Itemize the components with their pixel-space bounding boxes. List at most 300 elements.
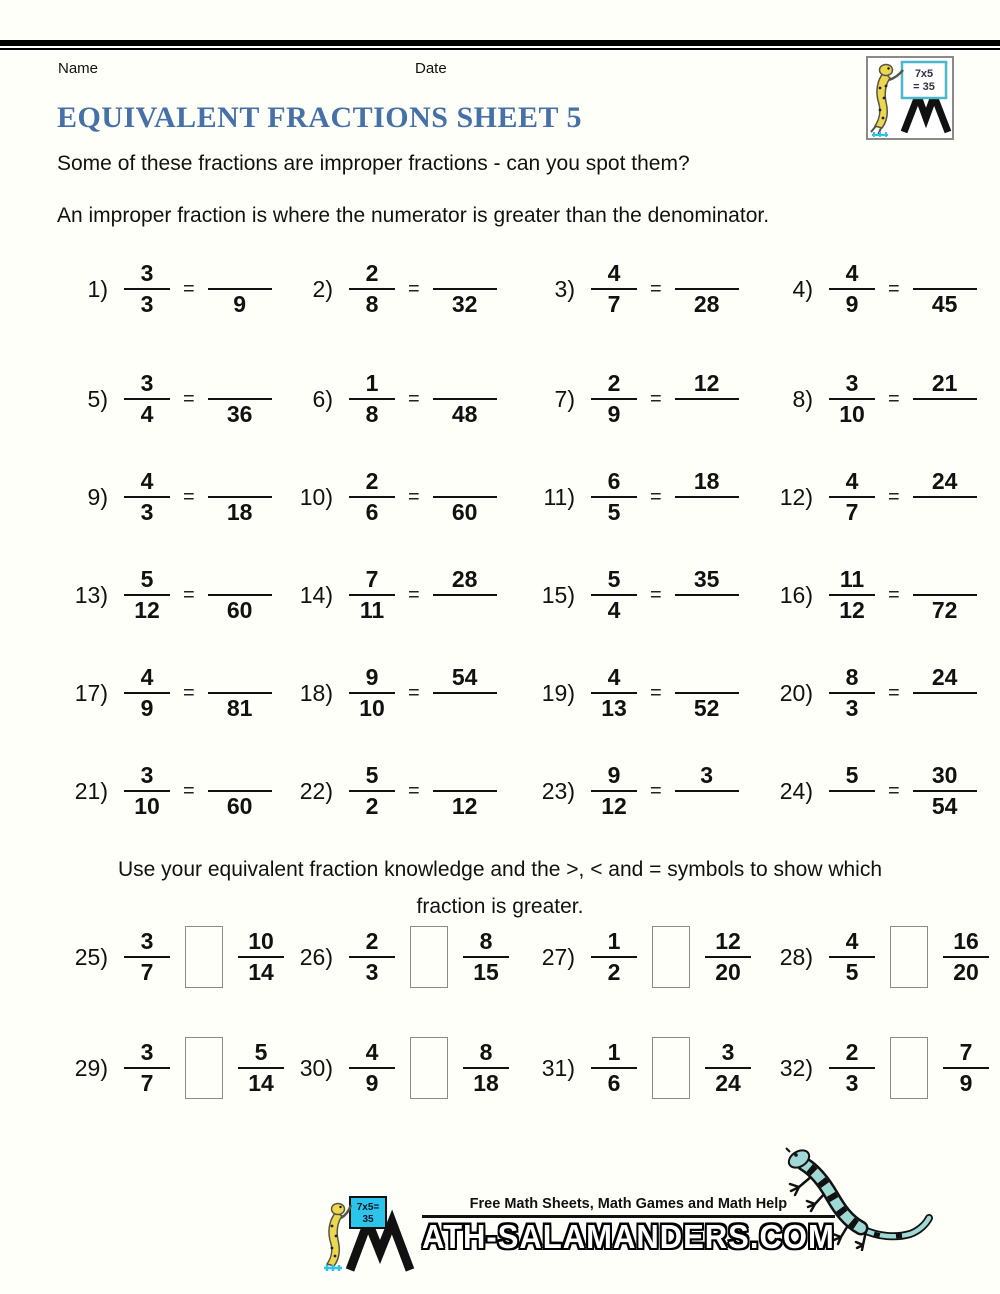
fraction-denominator: 12	[451, 793, 478, 819]
equivalence-problem	[60, 259, 285, 319]
footer-text-block	[422, 1196, 835, 1255]
salamander-teacher-icon	[868, 58, 952, 138]
fraction-numerator	[208, 259, 272, 290]
equivalence-problem	[285, 259, 527, 319]
equals-sign: =	[408, 779, 420, 802]
fraction-numerator: 4	[124, 467, 170, 498]
fraction-denominator: 60	[451, 499, 478, 525]
fraction-numerator: 6	[591, 467, 637, 498]
fraction	[705, 1038, 751, 1098]
fraction	[829, 927, 875, 987]
fraction-numerator: 1	[591, 927, 637, 958]
fraction-numerator: 7	[349, 565, 395, 596]
fraction	[675, 565, 739, 625]
fraction-denominator: 18	[473, 1070, 499, 1096]
problem-number: 2)	[312, 275, 333, 302]
fraction-numerator: 7	[943, 1038, 989, 1069]
fraction	[208, 565, 272, 625]
fraction-numerator	[433, 259, 497, 290]
equals-sign: =	[183, 583, 195, 606]
equivalence-problem	[527, 761, 765, 821]
equals-sign: =	[183, 277, 195, 300]
fraction	[433, 663, 497, 723]
fraction-numerator: 8	[463, 927, 509, 958]
fraction-numerator: 5	[349, 761, 395, 792]
footer-tagline: Free Math Sheets, Math Games and Math Help	[469, 1196, 788, 1212]
fraction-numerator: 4	[829, 259, 875, 290]
equivalence-problem	[285, 467, 527, 527]
fraction-denominator: 45	[931, 291, 958, 317]
fraction-numerator: 5	[238, 1038, 284, 1069]
comparison-answer-box	[652, 926, 690, 988]
fraction	[913, 663, 977, 723]
comparison-row	[0, 907, 1000, 1007]
fraction-denominator: 12	[134, 597, 160, 623]
equals-sign: =	[408, 387, 420, 410]
equals-sign: =	[408, 583, 420, 606]
fraction	[591, 259, 637, 319]
equals-sign: =	[650, 277, 662, 300]
comparison-answer-box	[185, 1037, 223, 1099]
problem-number: 6)	[312, 385, 333, 412]
fraction	[913, 369, 977, 429]
fraction-denominator: 4	[607, 597, 621, 623]
fraction	[208, 259, 272, 319]
fraction	[124, 259, 170, 319]
problem-number: 13)	[74, 581, 108, 608]
fraction-denominator: 60	[226, 597, 253, 623]
fraction-denominator	[684, 792, 730, 821]
fraction	[591, 927, 637, 987]
equivalence-problem	[285, 565, 527, 625]
fraction-denominator	[684, 498, 730, 527]
fraction-denominator: 9	[140, 695, 154, 721]
problem-number: 19)	[541, 679, 575, 706]
fraction-numerator: 10	[238, 927, 284, 958]
fraction	[675, 369, 739, 429]
fraction	[943, 1038, 989, 1098]
equals-sign: =	[888, 779, 900, 802]
fraction-numerator: 4	[591, 663, 637, 694]
fraction-numerator: 28	[433, 565, 497, 596]
fraction-denominator: 3	[365, 959, 379, 985]
fraction	[349, 761, 395, 821]
comparison-problem	[60, 1037, 285, 1099]
equals-sign: =	[888, 277, 900, 300]
fraction-denominator: 5	[845, 959, 859, 985]
equivalence-problem	[527, 259, 765, 319]
fraction	[238, 927, 284, 987]
fraction-denominator: 4	[140, 401, 154, 427]
problem-row	[0, 546, 1000, 644]
fraction	[124, 369, 170, 429]
comparison-answer-box	[652, 1037, 690, 1099]
fraction-numerator: 5	[591, 565, 637, 596]
fraction-numerator	[433, 369, 497, 400]
problem-number: 15)	[541, 581, 575, 608]
fraction-numerator: 4	[829, 467, 875, 498]
problem-number: 17)	[74, 679, 108, 706]
problem-number: 30)	[299, 1054, 333, 1081]
fraction-numerator: 1	[591, 1038, 637, 1069]
fraction-numerator: 12	[675, 369, 739, 400]
problem-number: 18)	[299, 679, 333, 706]
fraction-denominator: 3	[845, 695, 859, 721]
fraction-numerator	[913, 259, 977, 290]
fraction	[591, 761, 637, 821]
fraction-denominator: 12	[839, 597, 865, 623]
fraction-denominator: 48	[451, 401, 478, 427]
fraction	[913, 259, 977, 319]
svg-text:= 35: = 35	[913, 81, 935, 93]
fraction-denominator: 10	[134, 793, 160, 819]
comparison-problem	[765, 926, 1000, 988]
equals-sign: =	[888, 485, 900, 508]
fraction-numerator: 4	[829, 927, 875, 958]
fraction	[943, 927, 989, 987]
equals-sign: =	[888, 681, 900, 704]
problem-number: 31)	[541, 1054, 575, 1081]
fraction-numerator: 2	[349, 467, 395, 498]
fraction-denominator: 72	[931, 597, 958, 623]
fraction-numerator: 4	[124, 663, 170, 694]
problem-number: 11)	[543, 483, 575, 510]
fraction-denominator	[684, 400, 730, 429]
problem-row	[0, 240, 1000, 338]
fraction-denominator	[442, 596, 488, 625]
problem-row	[0, 644, 1000, 742]
problem-number: 1)	[87, 275, 108, 302]
fraction-numerator	[208, 761, 272, 792]
fraction-numerator	[913, 565, 977, 596]
fraction-denominator: 9	[233, 291, 247, 317]
fraction-numerator: 9	[591, 761, 637, 792]
problem-number: 10)	[299, 483, 333, 510]
fraction-denominator: 3	[140, 499, 154, 525]
equivalence-problem	[285, 369, 527, 429]
fraction	[675, 761, 739, 821]
comparison-answer-box	[890, 926, 928, 988]
fraction	[124, 927, 170, 987]
equivalence-problem	[765, 565, 1000, 625]
fraction	[591, 369, 637, 429]
fraction-numerator: 3	[124, 761, 170, 792]
fraction-numerator: 5	[124, 565, 170, 596]
problem-row	[0, 350, 1000, 448]
comparison-row	[0, 1018, 1000, 1118]
fraction-denominator: 24	[715, 1070, 741, 1096]
problem-number: 32)	[779, 1054, 813, 1081]
fraction-denominator: 7	[140, 1070, 154, 1096]
equivalence-problem	[765, 663, 1000, 723]
fraction-denominator: 9	[845, 291, 859, 317]
equivalence-problem	[285, 663, 527, 723]
fraction	[124, 663, 170, 723]
equals-sign: =	[408, 277, 420, 300]
fraction-denominator: 7	[140, 959, 154, 985]
equals-sign: =	[183, 387, 195, 410]
fraction-numerator: 24	[913, 663, 977, 694]
problem-number: 9)	[87, 483, 108, 510]
equals-sign: =	[183, 779, 195, 802]
fraction-denominator: 14	[248, 959, 274, 985]
fraction-denominator: 12	[601, 793, 627, 819]
fraction	[829, 565, 875, 625]
equivalence-problem	[527, 565, 765, 625]
brand-wordmark: ATH-SALAMANDERS.COM	[422, 1217, 835, 1256]
fraction-denominator: 60	[226, 793, 253, 819]
fraction-numerator	[208, 565, 272, 596]
comparison-problems-grid	[0, 907, 1000, 1118]
fraction-numerator: 12	[705, 927, 751, 958]
fraction	[349, 1038, 395, 1098]
fraction	[238, 1038, 284, 1098]
fraction	[675, 663, 739, 723]
fraction-denominator: 15	[473, 959, 499, 985]
fraction	[675, 467, 739, 527]
fraction-denominator	[922, 694, 968, 723]
equals-sign: =	[408, 681, 420, 704]
problem-number: 7)	[554, 385, 575, 412]
instruction-line-2: fraction is greater.	[416, 895, 584, 918]
math-salamanders-logo	[322, 1196, 835, 1272]
fraction-denominator	[922, 498, 968, 527]
equivalence-problem	[285, 761, 527, 821]
fraction	[124, 761, 170, 821]
fraction-numerator: 11	[829, 565, 875, 596]
fraction-denominator: 10	[359, 695, 385, 721]
fraction-numerator: 3	[705, 1038, 751, 1069]
problem-number: 25)	[74, 943, 108, 970]
equivalence-problems-grid	[0, 240, 1000, 840]
fraction-denominator: 8	[365, 291, 379, 317]
fraction-denominator: 2	[607, 959, 621, 985]
equals-sign: =	[183, 485, 195, 508]
fraction	[124, 1038, 170, 1098]
fraction	[829, 369, 875, 429]
fraction-numerator	[208, 467, 272, 498]
fraction-numerator	[433, 761, 497, 792]
fraction-numerator: 3	[124, 927, 170, 958]
date-label: Date	[415, 60, 447, 77]
fraction	[208, 761, 272, 821]
fraction-denominator: 32	[451, 291, 478, 317]
svg-text:7x5: 7x5	[914, 68, 934, 80]
fraction-denominator: 9	[959, 1070, 973, 1096]
fraction	[829, 761, 875, 821]
fraction-denominator: 28	[693, 291, 720, 317]
salamander-logo-box	[866, 56, 954, 140]
fraction	[829, 467, 875, 527]
equals-sign: =	[888, 583, 900, 606]
fraction-numerator: 3	[124, 259, 170, 290]
fraction-numerator: 1	[349, 369, 395, 400]
fraction-numerator: 18	[675, 467, 739, 498]
fraction-numerator	[675, 663, 739, 694]
problem-row	[0, 448, 1000, 546]
comparison-answer-box	[890, 1037, 928, 1099]
fraction	[208, 467, 272, 527]
comparison-problem	[60, 926, 285, 988]
fraction-denominator: 5	[607, 499, 621, 525]
fraction-denominator: 20	[715, 959, 741, 985]
equivalence-problem	[527, 369, 765, 429]
fraction	[913, 565, 977, 625]
svg-text:7x5=: 7x5=	[356, 1202, 380, 1213]
fraction	[591, 663, 637, 723]
fraction	[829, 259, 875, 319]
fraction	[124, 565, 170, 625]
equivalence-problem	[60, 761, 285, 821]
fraction	[433, 259, 497, 319]
fraction	[675, 259, 739, 319]
fraction-numerator: 30	[913, 761, 977, 792]
equivalence-problem	[765, 259, 1000, 319]
fraction-denominator	[922, 400, 968, 429]
problem-number: 4)	[792, 275, 813, 302]
fraction-denominator: 11	[359, 597, 385, 623]
problem-number: 14)	[299, 581, 333, 608]
equivalence-problem	[765, 467, 1000, 527]
fraction	[349, 259, 395, 319]
comparison-answer-box	[185, 926, 223, 988]
equals-sign: =	[650, 779, 662, 802]
comparison-problem	[765, 1037, 1000, 1099]
equivalence-problem	[527, 663, 765, 723]
fraction	[591, 565, 637, 625]
equals-sign: =	[650, 387, 662, 410]
fraction-numerator: 2	[349, 259, 395, 290]
equals-sign: =	[408, 485, 420, 508]
instruction-line-1: Use your equivalent fraction knowledge and the >, < and = symbols to show which	[117, 858, 883, 881]
fraction	[349, 663, 395, 723]
fraction-denominator: 6	[365, 499, 379, 525]
fraction-denominator: 13	[601, 695, 627, 721]
equals-sign: =	[650, 681, 662, 704]
fraction	[349, 927, 395, 987]
fraction	[349, 565, 395, 625]
problem-row	[0, 742, 1000, 840]
fraction	[591, 1038, 637, 1098]
fraction-numerator: 24	[913, 467, 977, 498]
fraction	[913, 467, 977, 527]
fraction-denominator: 7	[845, 499, 859, 525]
page-title: EQUIVALENT FRACTIONS SHEET 5	[57, 101, 582, 134]
fraction-denominator: 3	[140, 291, 154, 317]
problem-number: 24)	[779, 777, 813, 804]
fraction-denominator: 3	[845, 1070, 859, 1096]
fraction	[463, 1038, 509, 1098]
fraction-numerator: 8	[829, 663, 875, 694]
equivalence-problem	[60, 565, 285, 625]
fraction-numerator	[675, 259, 739, 290]
fraction-numerator: 21	[913, 369, 977, 400]
fraction-denominator: 6	[607, 1070, 621, 1096]
fraction	[349, 467, 395, 527]
comparison-problem	[527, 1037, 765, 1099]
equals-sign: =	[650, 583, 662, 606]
fraction	[829, 1038, 875, 1098]
fraction-numerator: 5	[829, 761, 875, 792]
problem-number: 3)	[554, 275, 575, 302]
problem-number: 23)	[541, 777, 575, 804]
fraction-denominator: 9	[607, 401, 621, 427]
subtitle-text: Some of these fractions are improper fractions - can you spot them?	[57, 152, 690, 175]
fraction	[208, 369, 272, 429]
equivalence-problem	[527, 467, 765, 527]
fraction-numerator: 2	[829, 1038, 875, 1069]
fraction-denominator	[684, 596, 730, 625]
fraction	[433, 467, 497, 527]
fraction-numerator: 2	[349, 927, 395, 958]
fraction-numerator: 54	[433, 663, 497, 694]
equivalence-problem	[60, 369, 285, 429]
fraction-denominator: 81	[226, 695, 253, 721]
fraction-numerator: 4	[349, 1038, 395, 1069]
fraction-numerator: 4	[591, 259, 637, 290]
fraction	[208, 663, 272, 723]
salamander-easel-icon	[322, 1196, 420, 1272]
fraction	[349, 369, 395, 429]
equals-sign: =	[888, 387, 900, 410]
svg-text:35: 35	[362, 1214, 374, 1225]
problem-number: 5)	[87, 385, 108, 412]
problem-number: 27)	[541, 943, 575, 970]
fraction	[463, 927, 509, 987]
fraction-denominator: 36	[226, 401, 253, 427]
problem-number: 16)	[779, 581, 813, 608]
fraction	[433, 369, 497, 429]
fraction-denominator: 10	[839, 401, 865, 427]
comparison-problem	[285, 926, 527, 988]
fraction-numerator: 35	[675, 565, 739, 596]
fraction-denominator: 20	[953, 959, 979, 985]
top-divider-bar	[0, 40, 1000, 50]
improper-fraction-note: An improper fraction is where the numerator is greater than the denominator.	[57, 204, 770, 227]
fraction-numerator: 3	[829, 369, 875, 400]
fraction	[433, 565, 497, 625]
fraction-numerator: 16	[943, 927, 989, 958]
equivalence-problem	[60, 663, 285, 723]
fraction	[913, 761, 977, 821]
problem-number: 20)	[779, 679, 813, 706]
fraction-denominator: 54	[931, 793, 958, 819]
fraction-numerator	[208, 663, 272, 694]
fraction-denominator: 7	[607, 291, 621, 317]
comparison-answer-box	[410, 1037, 448, 1099]
problem-number: 22)	[299, 777, 333, 804]
fraction-numerator: 3	[124, 369, 170, 400]
fraction-denominator	[442, 694, 488, 723]
fraction-denominator: 14	[248, 1070, 274, 1096]
equivalence-problem	[60, 467, 285, 527]
fraction-numerator: 8	[463, 1038, 509, 1069]
fraction	[433, 761, 497, 821]
fraction-denominator: 52	[693, 695, 720, 721]
fraction-numerator: 9	[349, 663, 395, 694]
problem-number: 26)	[299, 943, 333, 970]
fraction-numerator	[433, 467, 497, 498]
problem-number: 29)	[74, 1054, 108, 1081]
fraction	[591, 467, 637, 527]
equivalence-problem	[765, 369, 1000, 429]
fraction	[124, 467, 170, 527]
fraction	[829, 663, 875, 723]
equals-sign: =	[183, 681, 195, 704]
fraction-denominator: 18	[226, 499, 253, 525]
equivalence-problem	[765, 761, 1000, 821]
fraction-numerator	[208, 369, 272, 400]
